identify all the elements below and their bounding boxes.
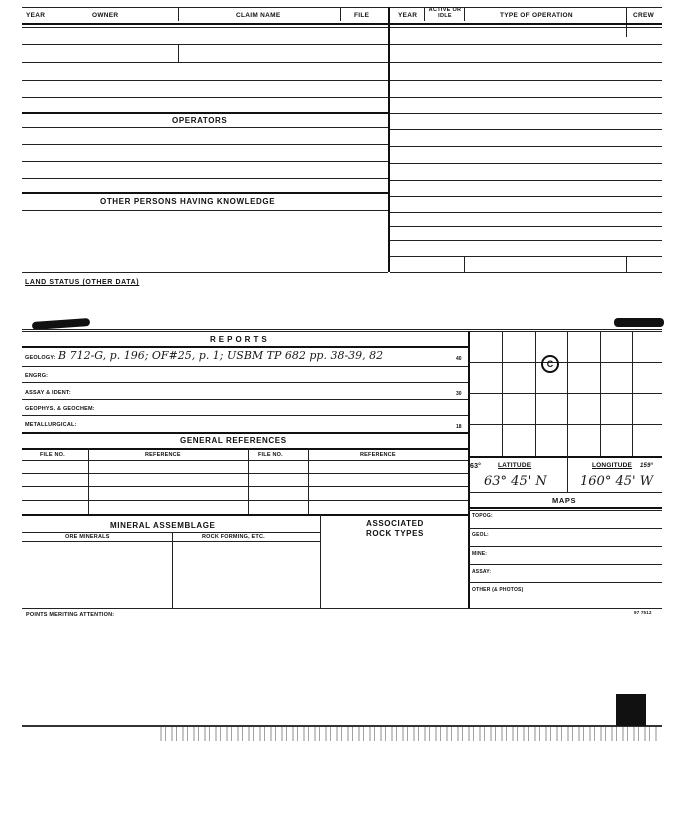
- top-border: [22, 7, 662, 8]
- longitude-label: LONGITUDE: [592, 462, 633, 469]
- header-file: FILE: [354, 12, 370, 19]
- form-number: 97 7512: [634, 610, 652, 615]
- report-row-label: ASSAY & IDENT:: [25, 390, 71, 396]
- report-row-number: 30: [456, 391, 462, 397]
- header-year-2: YEAR: [398, 12, 418, 19]
- scan-noise: [160, 727, 660, 741]
- map-row-label: MINE:: [472, 551, 488, 557]
- report-row-label: ENGRG:: [25, 373, 49, 379]
- points-meriting-attention: POINTS MERITING ATTENTION:: [26, 612, 115, 618]
- header-type-of-operation: TYPE OF OPERATION: [500, 12, 573, 19]
- grid-location-mark: C: [541, 355, 559, 373]
- latitude-label: LATITUDE: [498, 462, 532, 469]
- rock-forming-label: ROCK FORMING, ETC.: [202, 534, 265, 540]
- map-row-label: ASSAY:: [472, 569, 492, 575]
- report-row-label: METALLURGICAL:: [25, 422, 77, 428]
- longitude-suffix: 159°: [640, 463, 654, 469]
- general-references-title: GENERAL REFERENCES: [180, 436, 287, 445]
- ore-minerals-label: ORE MINERALS: [65, 534, 110, 540]
- report-row-number: 40: [456, 356, 462, 362]
- map-row-label: TOPOG:: [472, 513, 493, 519]
- associated-rock-types: ASSOCIATED ROCK TYPES: [365, 519, 424, 538]
- col-file-no-2: FILE NO.: [258, 452, 283, 458]
- operators-title: OPERATORS: [172, 116, 228, 125]
- report-row-label: GEOPHYS. & GEOCHEM:: [25, 406, 95, 412]
- maps-title: MAPS: [552, 496, 577, 505]
- latitude-prefix: 63°: [470, 463, 482, 470]
- header-crew: CREW: [633, 12, 655, 19]
- other-persons-title: OTHER PERSONS HAVING KNOWLEDGE: [100, 197, 276, 206]
- header-claim-name: CLAIM NAME: [236, 12, 281, 19]
- latitude-value: 63° 45' N: [484, 474, 547, 489]
- center-divider: [388, 7, 390, 272]
- mineral-assemblage-title: MINERAL ASSEMBLAGE: [110, 521, 216, 530]
- geology-reference: B 712-G, p. 196; OF#25, p. 1; USBM TP 682 pp. 38-39, 82: [58, 349, 384, 362]
- header-owner: OWNER: [92, 12, 119, 19]
- header-active-or-idle: ACTIVE OR IDLE: [428, 7, 462, 19]
- reports-title: REPORTS: [210, 335, 270, 344]
- col-reference: REFERENCE: [145, 452, 181, 458]
- header-year: YEAR: [26, 12, 46, 19]
- map-row-label: GEOL:: [472, 532, 489, 538]
- report-row-label: GEOLOGY:: [25, 355, 56, 361]
- map-row-label: OTHER (& PHOTOS): [472, 587, 524, 593]
- longitude-value: 160° 45' W: [580, 474, 654, 489]
- scan-black-mark: [616, 694, 646, 726]
- land-status-label: LAND STATUS (OTHER DATA): [25, 279, 140, 286]
- col-file-no: FILE NO.: [40, 452, 65, 458]
- col-reference-2: REFERENCE: [360, 452, 396, 458]
- report-row-number: 18: [456, 424, 462, 430]
- scan-smudge-right: [614, 318, 664, 327]
